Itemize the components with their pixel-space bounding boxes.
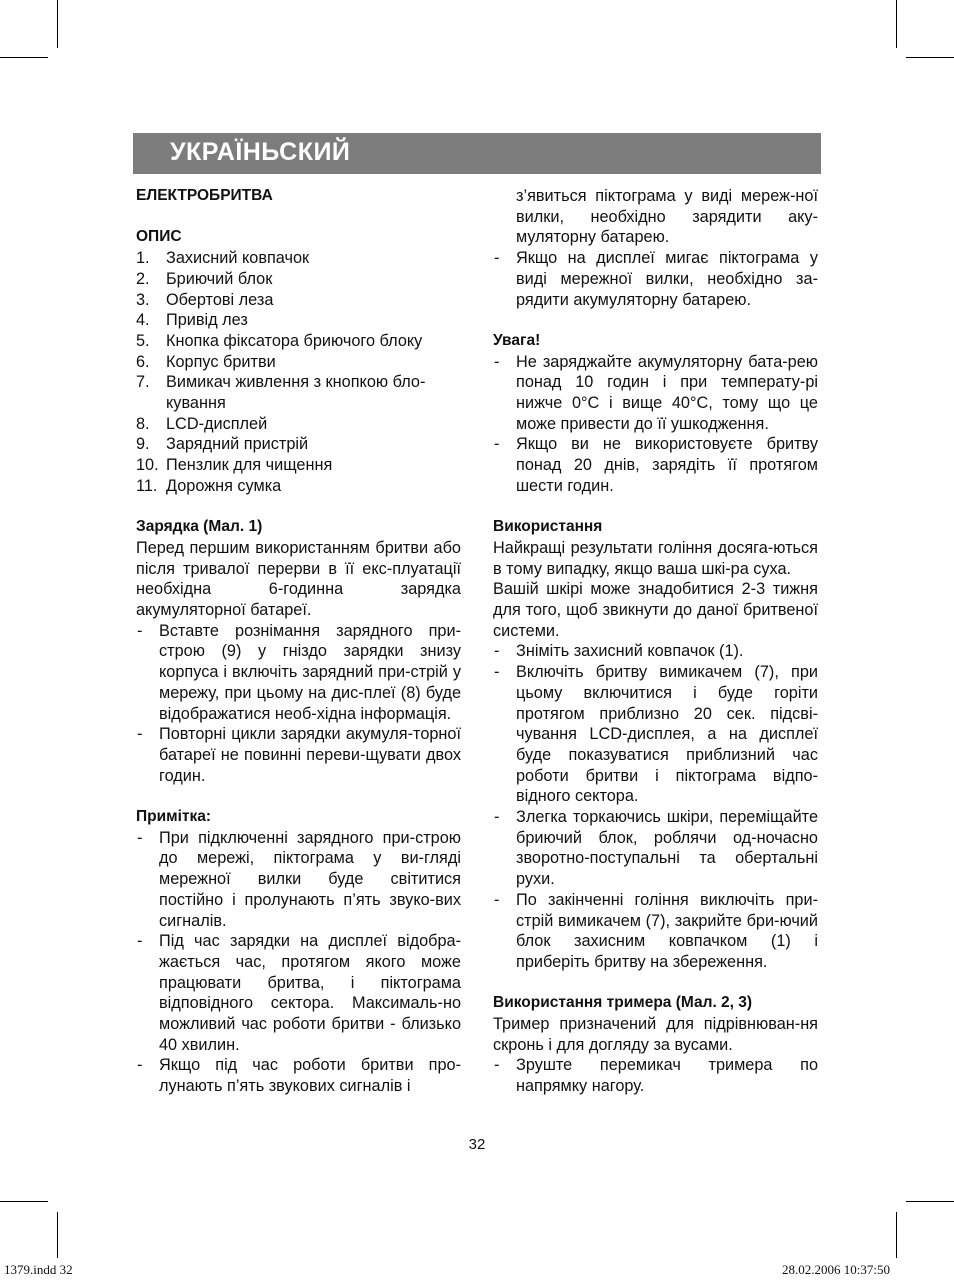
bullet-text: Якщо ви не використовуєте бритву понад 20 днів, зарядіть її протягом шести годин. — [516, 435, 818, 495]
bullet-text: Злегка торкаючись шкіри, переміщайте бриючий блок, роблячи од-ночасно зворотно-поступальні та обертальні рухи. — [516, 808, 818, 889]
bullet-item — [493, 641, 818, 662]
bullet-item — [493, 248, 818, 310]
list-item — [136, 352, 461, 373]
crop-mark — [896, 1212, 897, 1258]
list-item — [136, 455, 461, 476]
bullet-text: По закінченні гоління виключіть при-стрій вимикачем (7), закрийте бри-ючий блок захисним ковпачком (1) і приберіть бритву на збереження. — [516, 890, 818, 971]
list-item — [136, 248, 461, 269]
bullet-item — [493, 662, 818, 807]
item-text: Корпус бритви — [166, 352, 276, 371]
item-number: 6. — [136, 352, 150, 371]
dash-marker: - — [494, 808, 500, 827]
description-list — [136, 248, 461, 496]
list-item — [136, 290, 461, 311]
dash-marker: - — [137, 828, 143, 847]
bullet-text: Не заряджайте акумуляторну бата-рею понад 10 годин і при температу-рі нижче 0°С і вище 40°С, тому що це може привести до її ушкодження. — [516, 352, 818, 433]
note-list — [136, 828, 461, 1097]
dash-marker: - — [494, 249, 500, 268]
dash-marker — [493, 186, 516, 248]
item-text: Обертові леза — [166, 290, 274, 309]
item-text: Пензлик для чищення — [166, 456, 333, 475]
item-number: 5. — [136, 331, 150, 350]
product-title: ЕЛЕКТРОБРИТВА — [136, 187, 273, 204]
item-text: Зарядний пристрій — [166, 435, 309, 454]
bullet-item — [493, 352, 818, 435]
dash-marker: - — [494, 663, 500, 682]
section-header-bar — [133, 133, 821, 174]
bullet-item — [493, 807, 818, 890]
bullet-item — [136, 1055, 461, 1096]
bullet-item — [136, 931, 461, 1055]
bullet-text: Якщо на дисплеї мигає піктограма у виді мережної вилки, необхідно за-рядити акумуляторну батарею. — [516, 249, 818, 309]
crop-mark — [896, 0, 897, 48]
dash-marker: - — [494, 352, 500, 371]
item-number: 4. — [136, 311, 150, 330]
dash-marker: - — [494, 435, 500, 454]
page-number: 32 — [468, 1136, 486, 1153]
usage-paragraph: Найкращі результати гоління досяга-ються в тому випадку, якщо ваша шкі-ра суха. — [493, 538, 818, 578]
dash-marker: - — [494, 890, 500, 909]
dash-marker: - — [137, 621, 143, 640]
description-heading: ОПИС — [136, 228, 182, 246]
item-number: 3. — [136, 290, 150, 309]
bullet-text: Якщо під час роботи бритви про-лунають п’ять звукових сигналів і — [159, 1056, 461, 1096]
charging-heading: Зарядка (Мал. 1) — [136, 518, 263, 536]
crop-mark — [906, 1201, 954, 1202]
item-number: 1. — [136, 249, 150, 268]
bullet-item — [493, 1055, 818, 1096]
section-title: УКРАЇНЬСКИЙ — [170, 138, 351, 166]
left-column — [136, 186, 461, 1097]
date-slug: 28.02.2006 10:37:50 — [782, 1262, 890, 1277]
bullet-item — [136, 724, 461, 786]
bullet-item — [493, 890, 818, 973]
warning-heading: Увага! — [493, 331, 541, 349]
item-text: LCD-дисплей — [166, 414, 268, 433]
usage-paragraph: Вашій шкірі може знадобитися 2-3 тижня для того, щоб звикнути до даної бритвеної системи. — [493, 580, 818, 640]
bullet-text: Зніміть захисний ковпачок (1). — [516, 642, 744, 661]
list-item — [136, 434, 461, 455]
dash-marker: - — [137, 932, 143, 951]
right-column — [493, 186, 818, 1097]
file-slug: 1379.indd 32 — [4, 1262, 73, 1277]
list-item — [136, 310, 461, 331]
bullet-text: Вставте рознімання зарядного при-строю (9) у гніздо зарядки знизу корпуса і включіть зарядний при-стрій у мережу, при цьому на дис-плеї (8) буде відображатися необ-хідна інформація. — [159, 621, 461, 723]
bullet-text: Включіть бритву вимикачем (7), при цьому включитися і буде горіти протягом приблизно 20 сек. підсві-чування LCD-дисплея, а на дисплеї буде показуватися приблизний час роботи бритви і піктограма відпо-відного сектора. — [516, 663, 818, 806]
crop-mark — [906, 57, 954, 58]
bullet-item — [493, 186, 818, 248]
item-number: 10. — [136, 456, 159, 475]
crop-mark — [0, 1201, 48, 1202]
item-number: 9. — [136, 435, 150, 454]
list-item — [136, 476, 461, 497]
charging-intro: Перед першим використанням бритви або після тривалої перерви в її екс-плуатації необхідна 6-годинна зарядка акумуляторної батареї. — [136, 538, 461, 620]
item-text: Кнопка фіксатора бриючого блоку — [166, 331, 423, 350]
list-item — [136, 372, 461, 413]
item-text: Захисний ковпачок — [166, 249, 310, 268]
bullet-item — [136, 828, 461, 932]
dash-marker: - — [137, 1056, 143, 1075]
item-number: 2. — [136, 269, 150, 288]
bullet-item — [493, 434, 818, 496]
bullet-text: Повторні цикли зарядки акумуля-торної батареї не повинні переви-щувати двох годин. — [159, 725, 461, 785]
usage-heading: Використання — [493, 518, 603, 536]
trimmer-heading: Використання тримера (Мал. 2, 3) — [493, 994, 753, 1012]
bullet-text: Зруште перемикач тримера по напрямку нагору. — [516, 1056, 818, 1096]
item-text: Привід лез — [166, 311, 248, 330]
item-text: Дорожня сумка — [166, 476, 282, 495]
charging-list — [136, 621, 461, 787]
list-item — [136, 414, 461, 435]
crop-mark — [0, 57, 48, 58]
bullet-text: Під час зарядки на дисплеї відобра-жається час, протягом якого може працювати бритва, і піктограма відповідного сектора. Максималь-но можливий час роботи бритви - близько 40 хвилин. — [159, 932, 461, 1054]
dash-marker: - — [494, 1056, 500, 1075]
crop-mark — [57, 1212, 58, 1258]
bullet-item — [136, 621, 461, 725]
dash-marker: - — [494, 642, 500, 661]
item-number: 7. — [136, 373, 150, 392]
item-number: 11. — [136, 476, 158, 495]
bullet-text: з’явиться піктограма у виді мереж-ної вилки, необхідно зарядити аку-муляторну батарею. — [516, 187, 818, 247]
dash-marker: - — [137, 725, 143, 744]
warning-list — [493, 352, 818, 497]
usage-list — [493, 641, 818, 972]
crop-mark — [57, 0, 58, 48]
note-heading: Примітка: — [136, 808, 212, 826]
item-number: 8. — [136, 414, 150, 433]
list-item — [136, 331, 461, 352]
trimmer-intro: Тример призначений для підрівнюван-ня скронь і для догляду за вусами. — [493, 1015, 818, 1054]
list-item — [136, 269, 461, 290]
bullet-text: При підключенні зарядного при-строю до мережі, піктограма у ви-гляді мережної вилки буде світитися постійно і пролунають п’ять звуко-вих сигналів. — [159, 828, 461, 930]
trimmer-list — [493, 1055, 818, 1096]
item-text: Бриючий блок — [166, 269, 273, 288]
continued-note-list — [493, 186, 818, 310]
item-text: Вимикач живлення з кнопкою бло-кування — [166, 373, 426, 413]
